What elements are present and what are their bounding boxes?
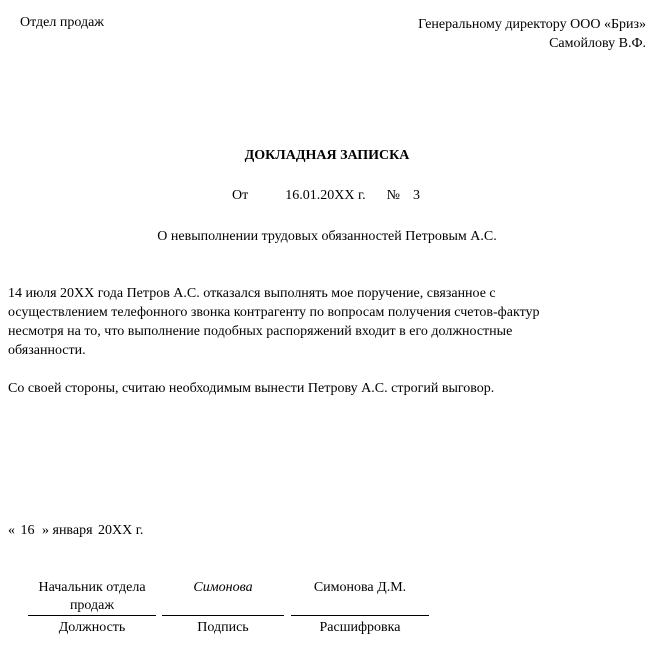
position-value: Начальник отдела продаж bbox=[38, 580, 146, 613]
signature-sign-column bbox=[162, 579, 284, 636]
body-line: 14 июля 20XX года Петров А.С. отказался выполнять мое поручение, связанное с bbox=[8, 286, 496, 301]
date-year: 20XX г. bbox=[98, 523, 144, 538]
date-open-quote: « bbox=[8, 523, 15, 538]
signature-underline bbox=[162, 615, 284, 616]
signature-caption: Подпись bbox=[197, 620, 249, 635]
addressee-line-1: Генеральному директору ООО «Бриз» bbox=[418, 17, 646, 32]
date-close-quote: » bbox=[42, 523, 49, 538]
document-date: 16.01.20XX г. bbox=[285, 188, 366, 203]
signature-position-column bbox=[28, 579, 156, 636]
name-underline bbox=[291, 615, 429, 616]
from-label: От bbox=[232, 188, 249, 203]
signature-name-column bbox=[291, 579, 429, 636]
body-line: несмотря на то, что выполнение подобных распоряжений входит в его должностные bbox=[8, 324, 513, 339]
document-title: ДОКЛАДНАЯ ЗАПИСКА bbox=[244, 148, 410, 163]
body-line: осуществлением телефонного звонка контрагенту по вопросам получения счетов-фактур bbox=[8, 305, 540, 320]
date-month: января bbox=[52, 523, 93, 538]
position-caption: Должность bbox=[58, 620, 126, 635]
document-number: 3 bbox=[412, 188, 420, 203]
number-date-line bbox=[232, 188, 420, 204]
addressee-block bbox=[418, 15, 646, 53]
name-value: Симонова Д.М. bbox=[313, 580, 407, 595]
body-line: обязанности. bbox=[8, 343, 86, 358]
body-paragraph-2: Со своей стороны, считаю необходимым вынести Петрову А.С. строгий выговор. bbox=[8, 381, 495, 396]
body-paragraph-1 bbox=[8, 284, 648, 360]
signature-value: Симонова bbox=[193, 580, 253, 595]
document-body bbox=[8, 284, 648, 417]
position-underline bbox=[28, 615, 156, 616]
subject-line: О невыполнении трудовых обязанностей Петровым А.С. bbox=[157, 229, 497, 244]
date-day: 16 bbox=[20, 523, 35, 538]
department-label: Отдел продаж bbox=[20, 15, 104, 30]
addressee-line-2: Самойлову В.Ф. bbox=[549, 36, 646, 51]
number-label: № bbox=[386, 188, 400, 203]
signing-date bbox=[8, 523, 143, 539]
name-caption: Расшифровка bbox=[319, 620, 401, 635]
